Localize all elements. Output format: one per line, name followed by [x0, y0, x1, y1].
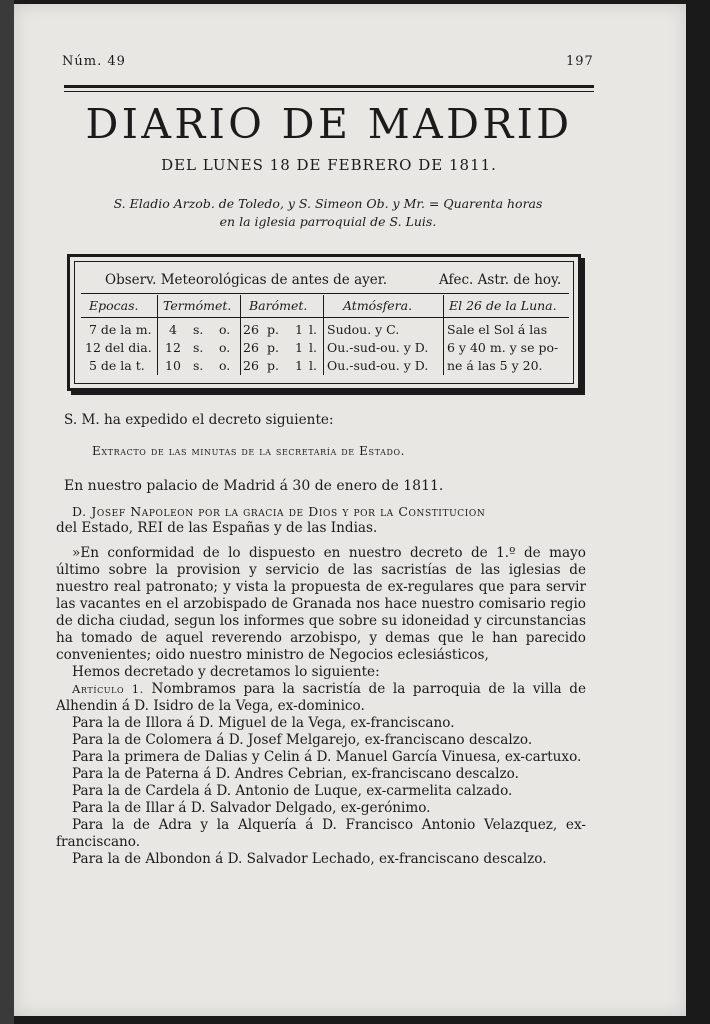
weather-table	[67, 254, 581, 391]
col-termometro: Termómet.	[163, 298, 232, 313]
col-sep-4	[443, 295, 444, 375]
col-atmosfera: Atmósfera.	[343, 298, 413, 313]
place-and-date: En nuestro palacio de Madrid á 30 de enero de 1811.	[64, 478, 444, 494]
row-atmosfera: Ou.-sud-ou. y D.	[327, 340, 429, 355]
row-baro-lines: 1	[295, 322, 303, 337]
extract-title: Extracto de las minutas de la secretaría de Estado.	[92, 444, 406, 458]
astro-heading: Afec. Astr. de hoy.	[439, 272, 562, 288]
row-atmosfera: Sudou. y C.	[327, 322, 400, 337]
page-number: 197	[566, 54, 594, 69]
col-sep-2	[240, 295, 241, 375]
row-epoca: 12 del dia.	[85, 340, 152, 355]
header-divider	[81, 293, 569, 294]
issue-date: DEL LUNES 18 DE FEBRERO DE 1811.	[161, 156, 497, 174]
row-temp-s: s.	[193, 358, 204, 373]
row-baro-p: p.	[267, 340, 279, 355]
saints-of-the-day	[74, 195, 582, 231]
col-epocas: Epocas.	[89, 298, 139, 313]
row-baro-l: l.	[309, 340, 317, 355]
newspaper-title: DIARIO DE MADRID	[85, 100, 573, 148]
row-temp-value: 10	[165, 358, 181, 373]
top-rule-thin	[64, 91, 594, 92]
decree-formula: Hemos decretado y decretamos lo siguiente:	[72, 664, 380, 680]
list-item: Para la de Illar á D. Salvador Delgado, ex-gerónimo.	[72, 800, 431, 816]
row-baro-inches: 26	[243, 340, 259, 355]
row-temp-s: s.	[193, 322, 204, 337]
row-temp-o: o.	[219, 340, 231, 355]
row-epoca: 7 de la m.	[89, 322, 152, 337]
weather-table-inner	[74, 261, 574, 384]
row-baro-p: p.	[267, 358, 279, 373]
article-text: Nombramos para la sacristía de la parroquia de la villa de Alhendin á D. Isidro de la Vega, ex-dominico.	[56, 681, 586, 714]
scan-edge	[0, 0, 14, 1024]
issue-number: Núm. 49	[62, 54, 126, 69]
article-body	[56, 412, 586, 868]
row-baro-lines: 1	[295, 340, 303, 355]
luna-line-2: 6 y 40 m. y se po-	[447, 340, 559, 355]
list-item: Para la de Illora á D. Miguel de la Vega, ex-franciscano.	[72, 715, 455, 731]
list-item: Para la de Colomera á D. Josef Melgarejo, ex-franciscano descalzo.	[72, 732, 533, 748]
saints-line-2: en la iglesia parroquial de S. Luis.	[219, 214, 437, 229]
list-item: Para la primera de Dalias y Celin á D. Manuel García Vinuesa, ex-cartuxo.	[72, 749, 582, 765]
row-temp-value: 4	[169, 322, 177, 337]
decree-intro: S. M. ha expedido el decreto siguiente:	[64, 412, 334, 428]
top-rule	[64, 85, 594, 88]
column-header-divider	[81, 317, 569, 318]
row-atmosfera: Ou.-sud-ou. y D.	[327, 358, 429, 373]
list-item: Para la de Cardela á D. Antonio de Luque, ex-carmelita calzado.	[72, 783, 513, 799]
saints-line-1: S. Eladio Arzob. de Toledo, y S. Simeon Ob. y Mr. = Quarenta horas	[113, 196, 543, 211]
list-item: Para la de Paterna á D. Andres Cebrian, ex-franciscano descalzo.	[72, 766, 519, 782]
col-luna: El 26 de la Luna.	[449, 298, 557, 313]
row-temp-o: o.	[219, 322, 231, 337]
article-label: Artículo 1.	[72, 682, 144, 696]
decree-heading-rest: del Estado, REI de las Españas y de las Indias.	[56, 520, 378, 536]
decree-preamble: »En conformidad de lo dispuesto en nuestro decreto de 1.º de mayo último sobre la provision y servicio de las sacristías de las iglesias de nuestro real patronato; y vista la propuesta de ex-regulares que para servir las vacantes en el arzobispado de Granada nos hace nuestro comisario regio de dicha ciudad, segun los informes que sobre su idoneidad y circunstancias ha tomado de aquel reverendo arzobispo, y demas que le han parecido convenientes; oido nuestro ministro de Negocios eclesiásticos,	[56, 545, 586, 663]
row-temp-o: o.	[219, 358, 231, 373]
row-epoca: 5 de la t.	[89, 358, 145, 373]
row-baro-lines: 1	[295, 358, 303, 373]
row-baro-p: p.	[267, 322, 279, 337]
list-item: Para la de Albondon á D. Salvador Lechado, ex-franciscano descalzo.	[72, 851, 547, 867]
col-sep-3	[323, 295, 324, 375]
article-one	[56, 681, 586, 715]
row-temp-s: s.	[193, 340, 204, 355]
luna-line-1: Sale el Sol á las	[447, 322, 548, 337]
list-item: Para la de Adra y la Alquería á D. Francisco Antonio Velazquez, ex-franciscano.	[56, 817, 586, 850]
row-temp-value: 12	[165, 340, 181, 355]
row-baro-inches: 26	[243, 322, 259, 337]
luna-line-3: ne á las 5 y 20.	[447, 358, 543, 373]
decree-heading: D. Josef Napoleon por la gracia de Dios y por la Constitucion	[72, 504, 486, 519]
col-barometro: Barómet.	[249, 298, 308, 313]
row-baro-l: l.	[309, 358, 317, 373]
col-sep-1	[157, 295, 158, 375]
weather-heading: Observ. Meteorológicas de antes de ayer.	[105, 272, 388, 288]
newspaper-page	[14, 4, 686, 1016]
row-baro-l: l.	[309, 322, 317, 337]
row-baro-inches: 26	[243, 358, 259, 373]
